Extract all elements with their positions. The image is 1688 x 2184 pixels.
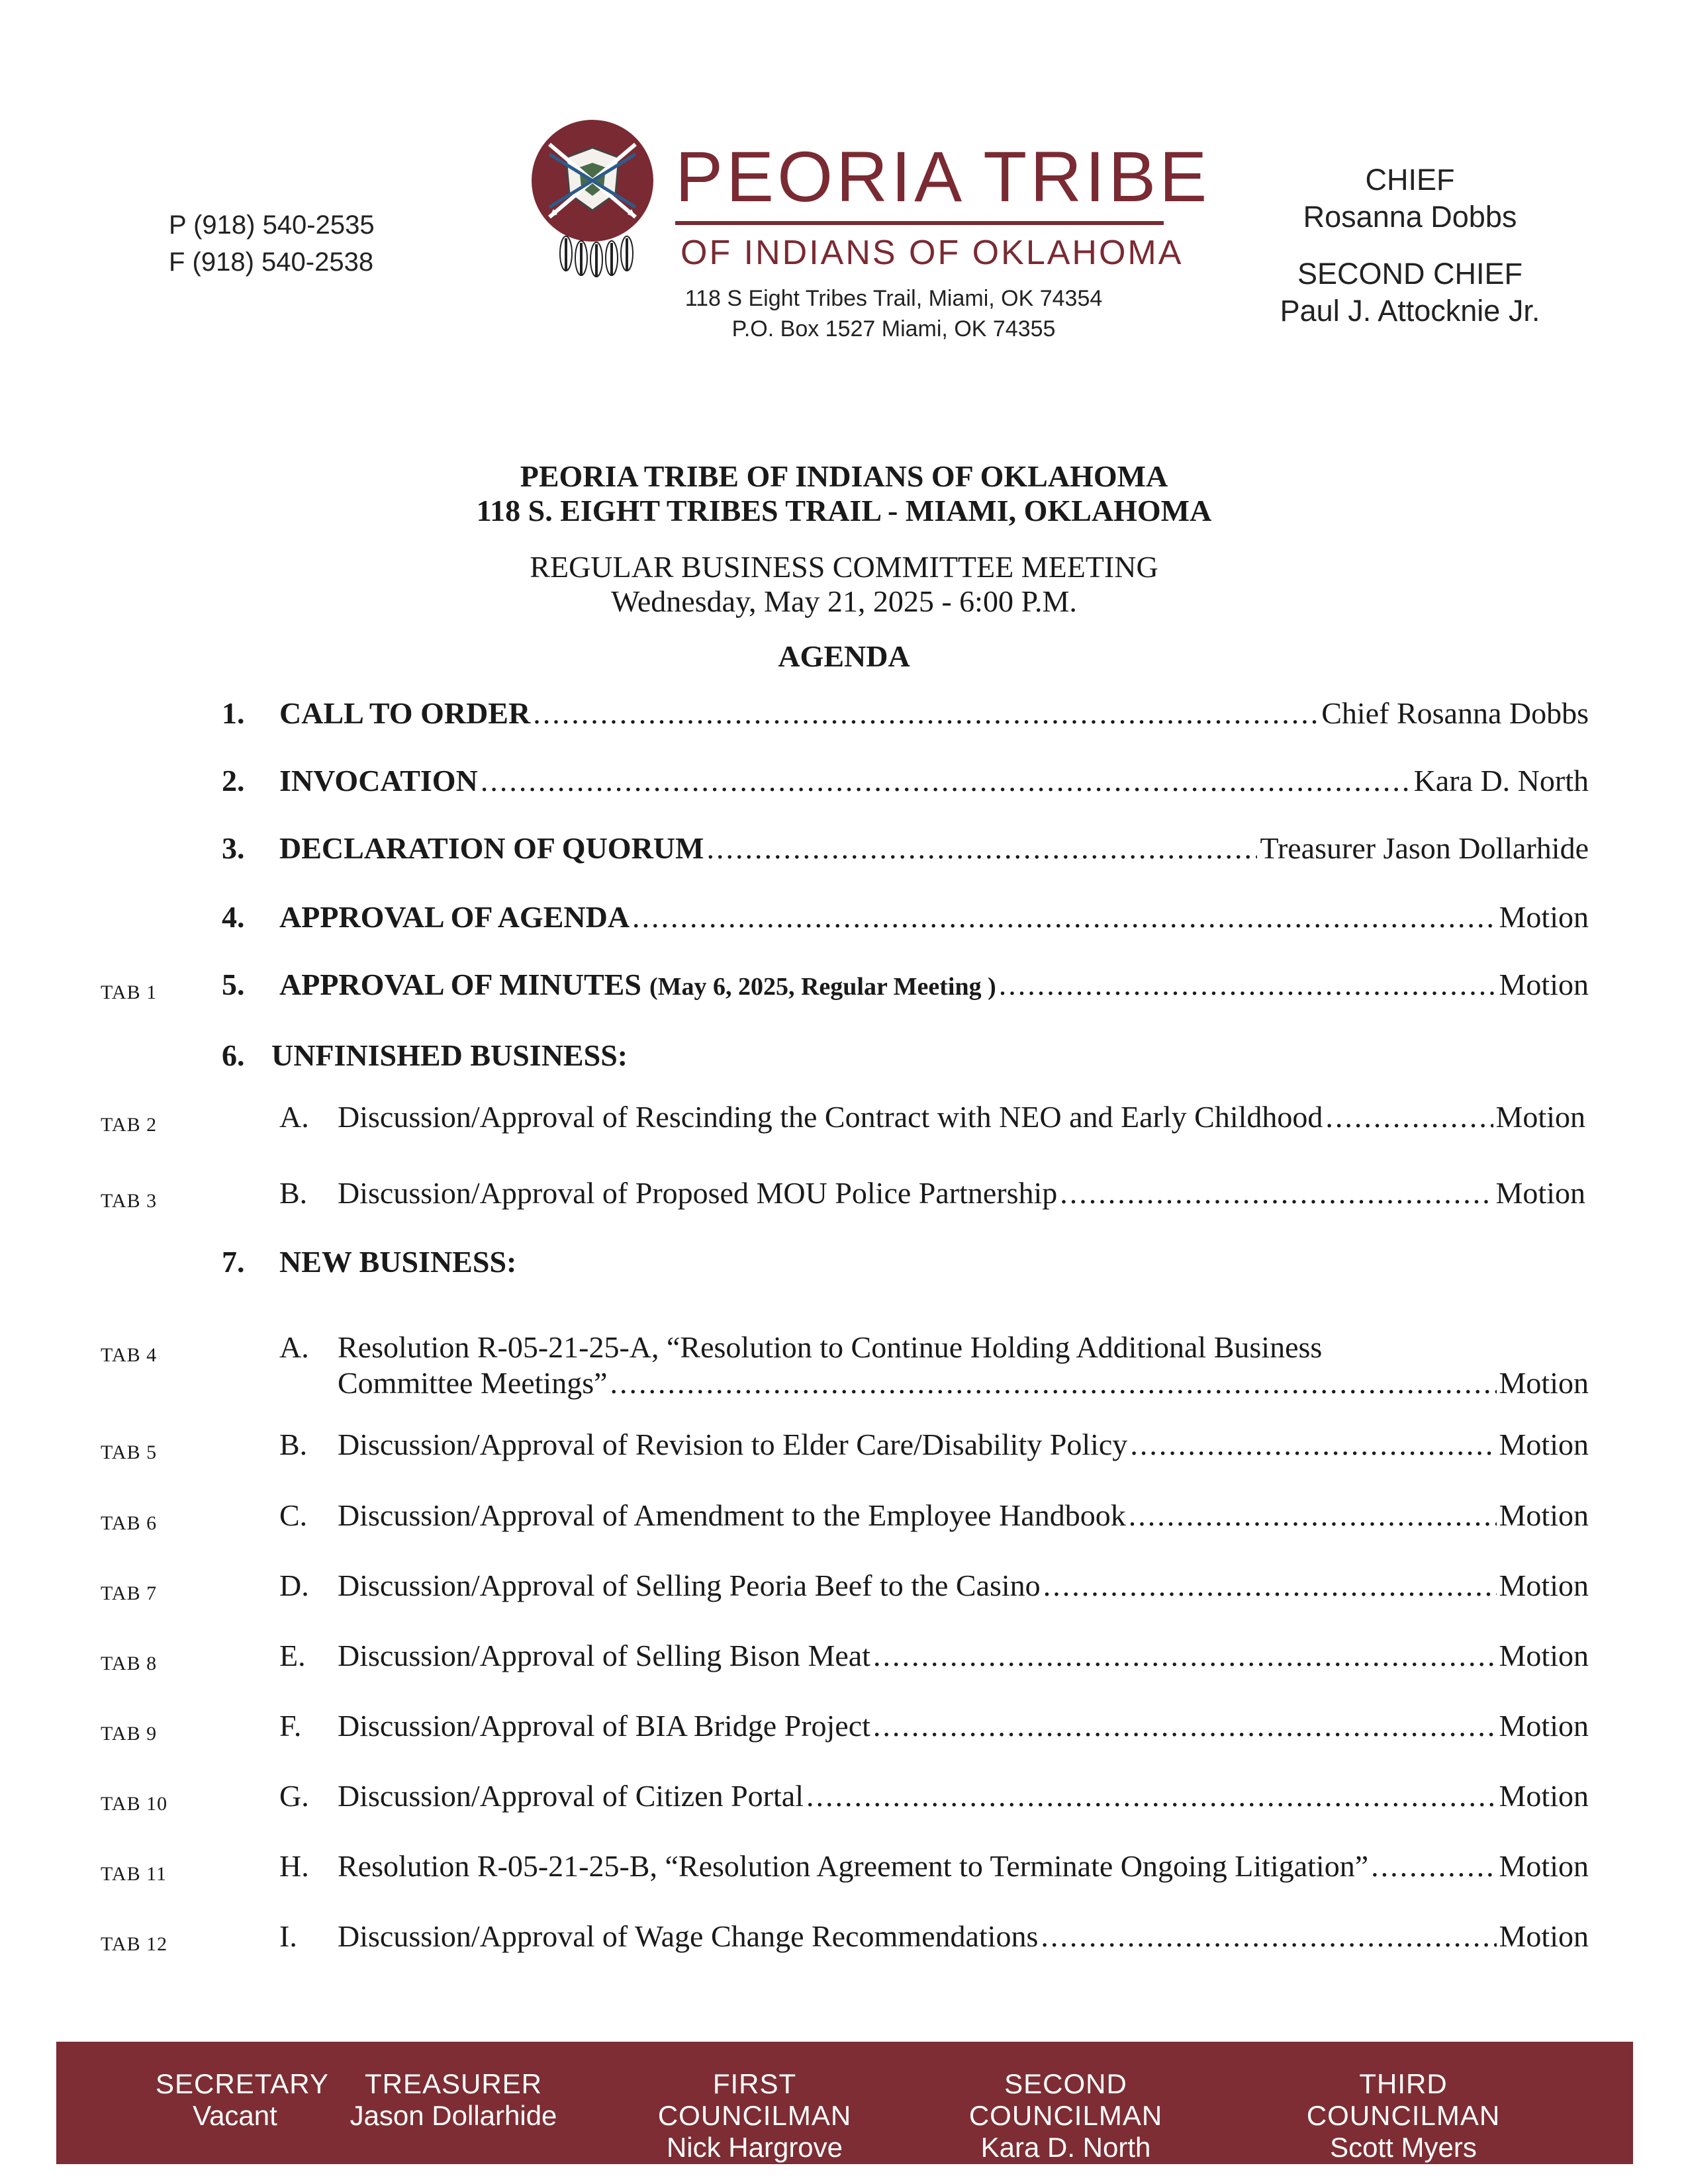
officers-footer [56,2042,1633,2164]
leader-dots [481,762,1411,799]
tab-label: TAB 1 [101,981,158,1003]
heading-org: PEORIA TRIBE OF INDIANS OF OKLAHOMA [520,459,1168,493]
officer-treasurer [341,2068,566,2132]
phone-number: P (918) 540-2535 [169,210,375,240]
tab-label: TAB 2 [101,1114,158,1136]
tab-label: TAB 3 [101,1190,158,1212]
tab-label: TAB 8 [101,1653,158,1674]
officer-title: THIRD COUNCILMAN [1306,2068,1501,2131]
officer-title: SECRETARY [156,2068,329,2099]
item-title: CALL TO ORDER [279,696,531,730]
item-presenter: Kara D. North [1413,764,1589,797]
second-chief-title: SECOND CHIEF [1297,257,1523,291]
leader-dots [1130,1426,1496,1463]
fax-number: F (918) 540-2538 [169,248,374,277]
item-detail: (May 6, 2025, Regular Meeting ) [649,973,996,1001]
tab-label: TAB 6 [101,1512,158,1534]
org-subtitle: OF INDIANS OF OKLAHOMA [680,234,1184,272]
leader-dots [632,899,1496,936]
subitem-action: Motion [1499,1428,1589,1461]
leader-dots [873,1637,1497,1674]
leader-dots [806,1778,1497,1815]
brand-divider [675,221,1164,225]
subitem-text: Discussion/Approval of Amendment to the Employee Handbook [338,1498,1126,1532]
subitem-letter: E. [279,1639,306,1672]
officer-title: SECOND COUNCILMAN [968,2068,1163,2131]
subitem-letter: G. [279,1779,309,1813]
officer-name: Vacant [193,2100,277,2131]
item-number: 2. [222,764,245,797]
item-action: Motion [1499,900,1589,934]
officer-name: Kara D. North [980,2132,1151,2163]
subitem-action: Motion [1499,1709,1589,1743]
subitem-letter: C. [279,1498,308,1532]
officer-name: Jason Dollarhide [350,2100,557,2131]
phone-fax-block [169,206,375,281]
leader-dots [533,695,1319,732]
officer-name: Nick Hargrove [666,2132,843,2163]
leader-dots [1129,1497,1497,1534]
item-presenter: Treasurer Jason Dollarhide [1260,831,1589,865]
item-title: DECLARATION OF QUORUM [279,831,704,865]
subitem-action: Motion [1495,1100,1585,1134]
tribal-seal-arrows-feathers-icon [530,118,655,296]
subitem-action: Motion [1499,1569,1589,1602]
subitem-action: Motion [1495,1176,1585,1210]
tab-label: TAB 5 [101,1441,158,1463]
heading-address: 118 S. EIGHT TRIBES TRAIL - MIAMI, OKLAHOMA [476,494,1212,527]
subitem-letter: A. [279,1100,309,1134]
mailing-address [682,283,1105,344]
officer-secretary [156,2068,329,2132]
officer-title: FIRST COUNCILMAN [657,2068,852,2131]
subitem-text: Discussion/Approval of Citizen Portal [338,1779,804,1813]
subitem-text: Discussion/Approval of Selling Bison Meat [338,1639,870,1672]
section-title: UNFINISHED BUSINESS: [271,1038,628,1072]
leader-dots [1325,1099,1493,1136]
meeting-title: REGULAR BUSINESS COMMITTEE MEETING [530,550,1158,584]
item-number: 4. [222,900,245,934]
subitem-text: Discussion/Approval of Wage Change Recommendations [338,1919,1039,1953]
leader-dots [1371,1848,1496,1885]
agenda-heading: AGENDA [778,639,910,673]
tab-label: TAB 12 [101,1933,168,1955]
tab-label: TAB 7 [101,1582,158,1604]
leader-dots [873,1707,1497,1745]
item-action: Motion [1499,968,1589,1001]
subitem-action: Motion [1499,1779,1589,1813]
leader-dots [610,1365,1497,1402]
chief-title: CHIEF [1365,163,1455,197]
subitem-letter: F. [279,1709,302,1743]
meeting-date: Wednesday, May 21, 2025 - 6:00 P.M. [611,584,1077,618]
leader-dots [1043,1567,1497,1604]
subitem-letter: H. [279,1849,309,1883]
tab-label: TAB 10 [101,1793,168,1815]
item-number: 1. [222,696,245,730]
subitem-action: Motion [1499,1919,1589,1953]
item-presenter: Chief Rosanna Dobbs [1321,696,1589,730]
subitem-text-continued: Committee Meetings” [338,1366,608,1400]
subitem-text: Discussion/Approval of Rescinding the Contract with NEO and Early Childhood [338,1100,1323,1134]
subitem-letter: B. [279,1428,308,1461]
subitem-action: Motion [1499,1366,1589,1400]
subitem-text: Discussion/Approval of Proposed MOU Police Partnership [338,1176,1058,1210]
subitem-action: Motion [1499,1498,1589,1532]
subitem-text: Discussion/Approval of Revision to Elder Care/Disability Policy [338,1428,1128,1461]
subitem-letter: A. [279,1330,309,1364]
leader-dots [999,966,1497,1003]
po-box-address: P.O. Box 1527 Miami, OK 74355 [731,316,1056,341]
officer-third-councilman [1261,2068,1546,2163]
subitem-action: Motion [1499,1849,1589,1883]
officer-first-councilman [616,2068,894,2163]
item-title: INVOCATION [279,764,478,797]
officer-name: Scott Myers [1330,2132,1477,2163]
chief-name: Rosanna Dobbs [1303,200,1517,234]
subitem-text: Resolution R-05-21-25-A, “Resolution to Continue Holding Additional Business [338,1330,1323,1364]
subitem-text: Discussion/Approval of Selling Peoria Beef to the Casino [338,1569,1041,1602]
leader-dots [706,830,1257,867]
subitem-action: Motion [1499,1639,1589,1672]
leader-dots [1060,1175,1493,1212]
tab-label: TAB 4 [101,1344,158,1366]
tab-label: TAB 9 [101,1723,158,1745]
officer-second-councilman [920,2068,1211,2163]
chiefs-block [1254,161,1566,330]
subitem-letter: I. [279,1919,297,1953]
tab-label: TAB 11 [101,1863,167,1885]
section-number: 7. [222,1245,245,1279]
section-number: 6. [222,1038,245,1072]
officer-title: TREASURER [364,2068,543,2099]
section-title: NEW BUSINESS: [279,1245,517,1279]
item-number: 5. [222,968,245,1001]
leader-dots [1041,1918,1496,1955]
org-name: PEORIA TRIBE [675,136,1211,216]
subitem-text: Resolution R-05-21-25-B, “Resolution Agreement to Terminate Ongoing Litigation” [338,1849,1369,1883]
subitem-letter: D. [279,1569,309,1602]
item-title: APPROVAL OF MINUTES [279,968,641,1001]
street-address: 118 S Eight Tribes Trail, Miami, OK 74354 [684,286,1103,311]
item-title: APPROVAL OF AGENDA [279,900,630,934]
subitem-text: Discussion/Approval of BIA Bridge Project [338,1709,870,1743]
second-chief-name: Paul J. Attocknie Jr. [1280,294,1540,328]
subitem-letter: B. [279,1176,308,1210]
item-number: 3. [222,831,245,865]
